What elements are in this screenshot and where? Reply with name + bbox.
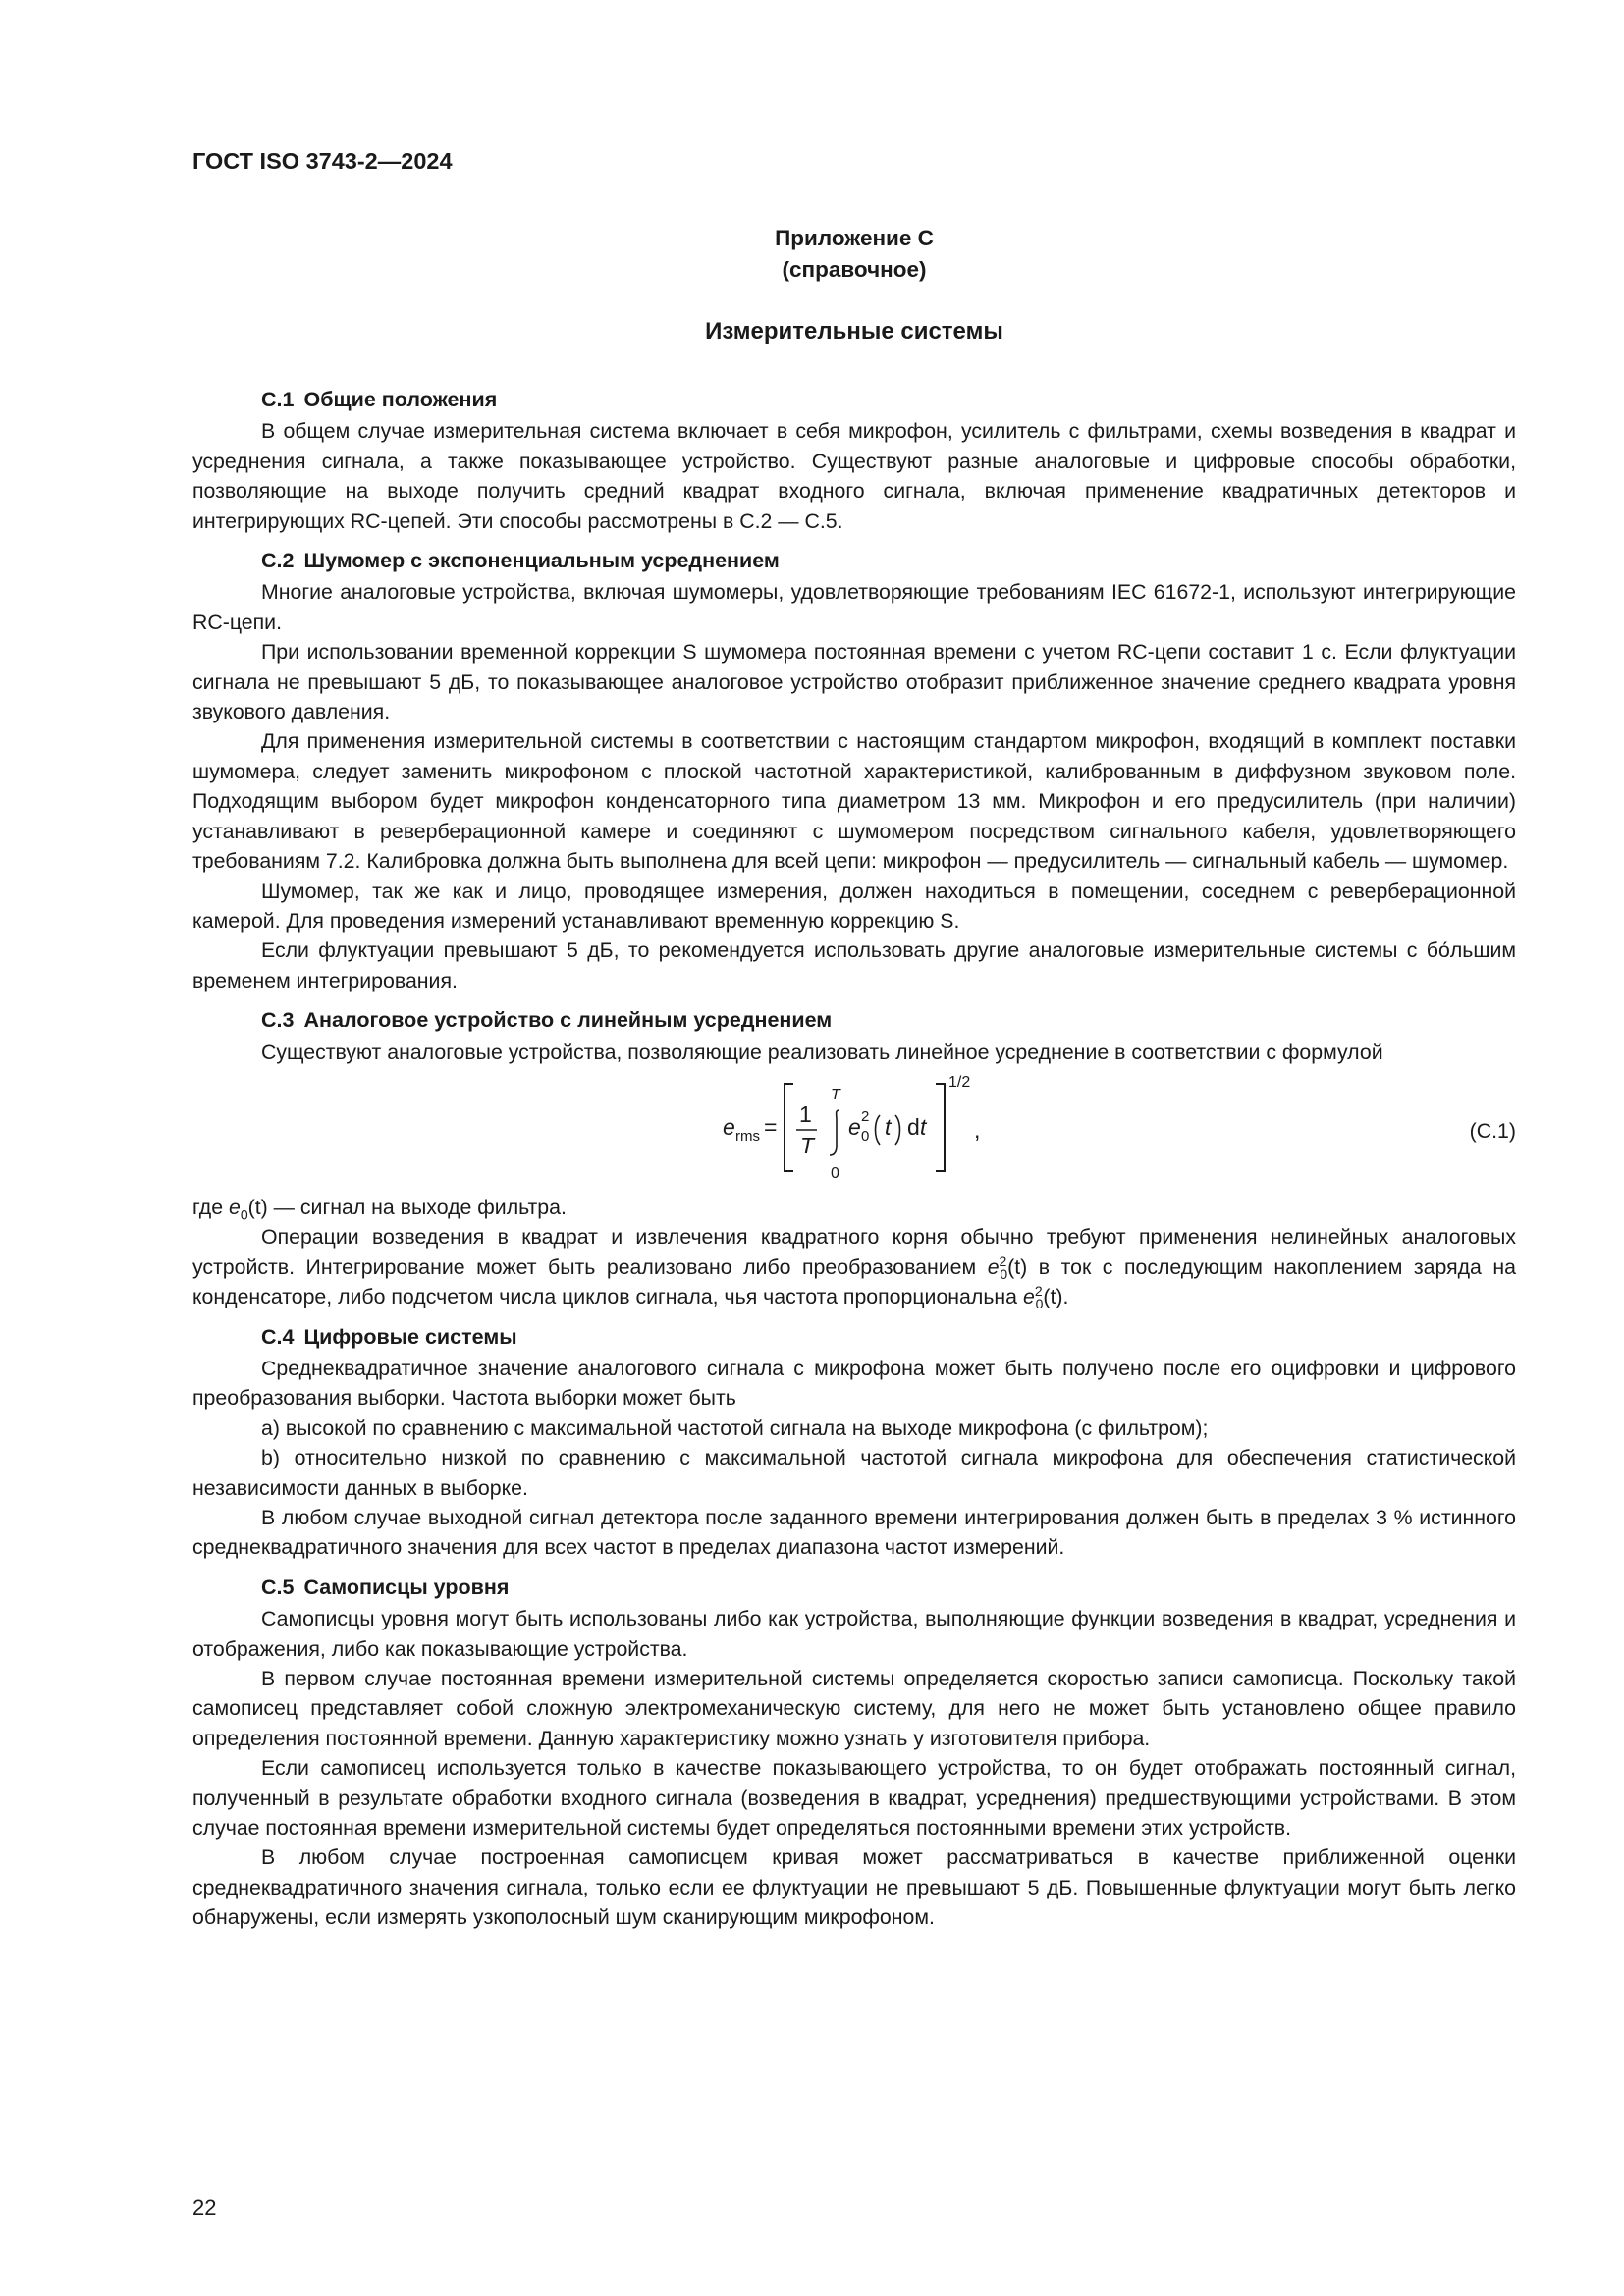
integrand-sub: 0 (861, 1127, 870, 1145)
paragraph: Среднеквадратичное значение аналогового сигнала с микрофона может быть получено после его оцифровки и цифрового преобразования выборки. Частота выборки может быть (192, 1356, 1516, 1411)
list-item: а) высокой по сравнению с максимальной частотой сигнала на выходе микрофона (с фильтром); (261, 1415, 1209, 1440)
formula-dt-var: t (920, 1113, 927, 1140)
integral-lower: 0 (831, 1164, 839, 1182)
paragraph: Существуют аналоговые устройства, позволяющие реализовать линейное усреднение в соответствии с формулой (261, 1040, 1383, 1064)
paragraph: Для применения измерительной системы в соответствии с настоящим стандартом микрофон, входящий в комплект поставки шумомера, следует заменить микрофоном с плоской частотной характеристикой, калиброванным в диффузном звуковом поле. Подходящим выбором будет микрофон конденсаторного типа диаметром 13 мм. Микрофон и его предусилитель (при наличии) устанавливают в реверберационной камере и соединяют с шумомером посредством сигнального кабеля, удовлетворяющего требованиям 7.2. Калибровка должна быть выполнена для всей цепи: микрофон — предусилитель — сигнальный кабель — шумомер. (192, 729, 1516, 874)
annex-body (192, 377, 1516, 1933)
integrand-arg: t (885, 1113, 892, 1140)
paragraph: В первом случае постоянная времени измерительной системы определяется скоростью записи самописца. Поскольку такой самописец представляет собой сложную электромеханическую систему, для него не может быть установлено общее правило определения постоянной времени. Данную характеристику можно узнать у изготовителя прибора. (192, 1667, 1516, 1750)
list-item: b) относительно низкой по сравнению с максимальной частотой сигнала микрофона для обеспечения статистической независимости данных в выборке. (192, 1446, 1516, 1500)
integrand-sup: 2 (861, 1107, 870, 1125)
section-heading-c2: С.2 Шумомер с экспоненциальным усреднением (261, 549, 780, 573)
rms-formula (713, 1071, 1184, 1187)
formula-power: 1/2 (948, 1073, 971, 1091)
formula-num: 1 (799, 1100, 812, 1127)
section-heading-c3: С.3 Аналоговое устройство с линейным усреднением (261, 1008, 833, 1033)
svg-text:=: = (764, 1113, 778, 1140)
section-heading-c1: С.1 Общие положения (261, 388, 498, 411)
standard-designation: ГОСТ ISO 3743-2—2024 (192, 148, 453, 174)
annex-title: Измерительные системы (705, 318, 1003, 345)
paragraph: В общем случае измерительная система включает в себя микрофон, усилитель с фильтрами, схемы возведения в квадрат и усреднения сигнала, а также показывающее устройство. Существуют разные аналоговые и цифровые способы обработки, позволяющие на выходе получить средний квадрат входного сигнала, включая применение квадратичных детекторов и интегрирующих RC-цепей. Эти способы рассмотрены в С.2 — С.5. (192, 419, 1516, 533)
paragraph: Если флуктуации превышают 5 дБ, то рекомендуется использовать другие аналоговые измерительные системы с бо́льшим временем интегрирования. (192, 938, 1516, 992)
annex-status: (справочное) (782, 257, 927, 282)
formula-lhs-sub: rms (735, 1127, 760, 1145)
integrand: e (848, 1113, 861, 1140)
formula-den: T (800, 1132, 815, 1158)
paragraph-where: где $e_0(t)$ — сигнал на выходе фильтра. (192, 1195, 567, 1223)
paragraph: Шумомер, так же как и лицо, проводящее измерения, должен находиться в помещении, соседнем с реверберационной камерой. Для проведения измерений устанавливают временную коррекцию S. (192, 879, 1516, 933)
integral-sign (830, 1110, 839, 1155)
left-bracket (785, 1084, 793, 1171)
formula-d: d (907, 1113, 920, 1140)
formula-lhs: e (723, 1113, 735, 1140)
equation-number: (C.1) (1469, 1118, 1516, 1143)
paragraph: При использовании временной коррекции S шумомера постоянная времени с учетом RC-цепи составит 1 с. Если флуктуации сигнала не превышают 5 дБ, то показывающее аналоговое устройство отобразит приближенное значение среднего квадрата уровня звукового давления. (192, 640, 1516, 724)
paragraph: Операции возведения в квадрат и извлечения квадратного корня обычно требуют применения нелинейных аналоговых устройств. Интегрирование может быть реализовано либо преобразованием $e^2_0(t)$ в ток с последующим накоплением заряда на конденсаторе, либо подсчетом числа циклов сигнала, чья частота пропорциональна $e^2_0(t)$. (192, 1225, 1516, 1312)
integral-upper: T (831, 1086, 840, 1103)
page-number: 22 (192, 2195, 217, 2219)
annex-heading (192, 223, 1516, 286)
formula-c1 (192, 1071, 1516, 1187)
formula-trail: , (974, 1116, 981, 1143)
annex-name: Приложение С (775, 226, 934, 250)
paragraph: Многие аналоговые устройства, включая шумомеры, удовлетворяющие требованиям IEC 61672-1, используют интегрирующие RC-цепи. (192, 580, 1516, 634)
right-bracket (936, 1084, 945, 1171)
paragraph: В любом случае выходной сигнал детектора после заданного времени интегрирования должен быть в пределах 3 % истинного среднеквадратичного значения для всех частот в пределах диапазона частот измерений. (192, 1506, 1516, 1560)
paragraph: Самописцы уровня могут быть использованы либо как устройства, выполняющие функции возведения в квадрат, усреднения и отображения, либо как показывающие устройства. (192, 1607, 1516, 1661)
section-heading-c5: С.5 Самописцы уровня (261, 1575, 510, 1599)
paragraph: В любом случае построенная самописцем кривая может рассматриваться в качестве приближенной оценки среднеквадратичного значения сигнала, только если ее флуктуации не превышают 5 дБ. Повышенные флуктуации могут быть легко обнаружены, если измерять узкополосный шум сканирующим микрофоном. (192, 1845, 1516, 1930)
paragraph: Если самописец используется только в качестве показывающего устройства, то он будет отображать постоянный сигнал, полученный в результате обработки входного сигнала (возведения в квадрат, усреднения) предшествующими устройствами. В этом случае постоянная времени измерительной системы будет определяться постоянными времени этих устройств. (192, 1756, 1516, 1841)
section-heading-c4: С.4 Цифровые системы (261, 1324, 517, 1349)
